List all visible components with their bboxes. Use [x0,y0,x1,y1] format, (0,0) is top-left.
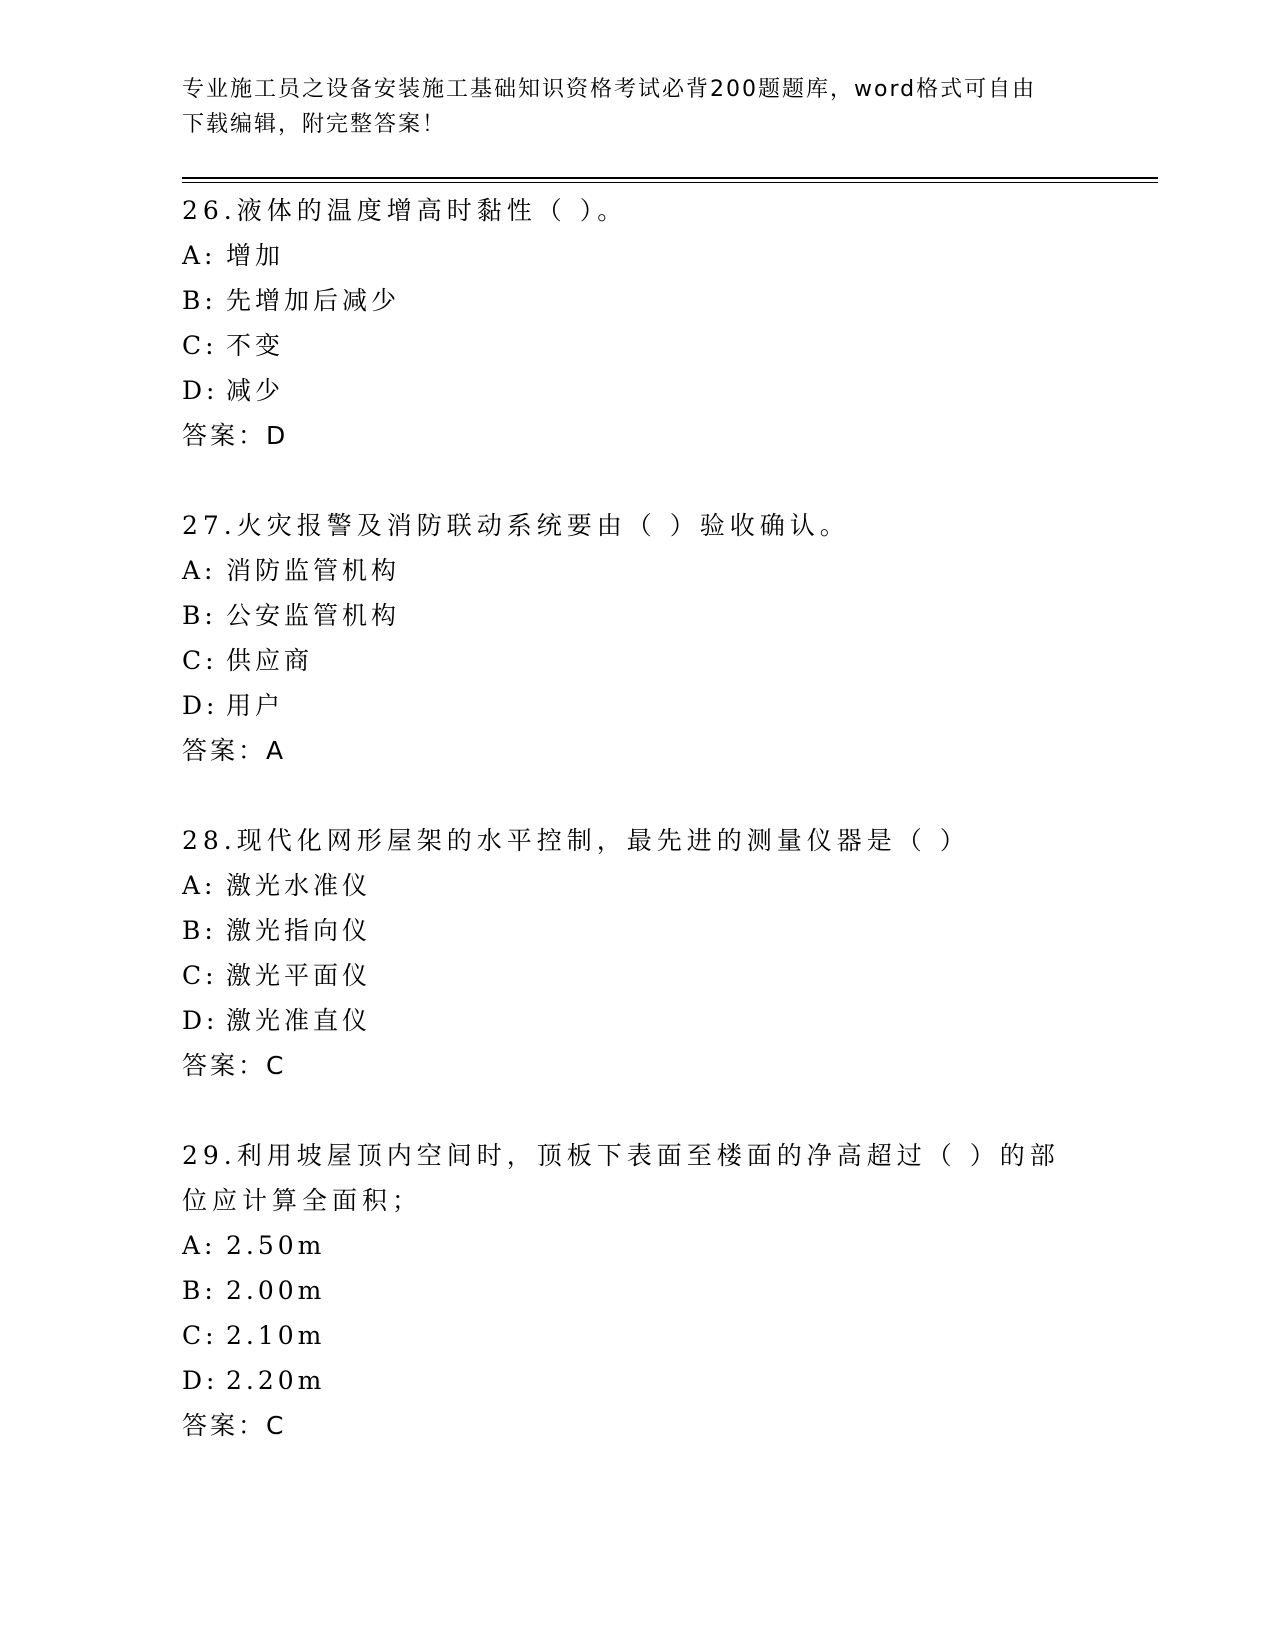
option-a [182,233,1158,278]
option-letter: C: [182,961,218,990]
option-letter: C: [182,646,218,675]
option-letter: B: [182,1276,217,1305]
question-26 [182,188,1158,458]
option-text: 2.50m [226,1231,326,1260]
option-b [182,593,1158,638]
option-letter: D: [182,1366,219,1395]
option-d [182,998,1158,1043]
question-stem: 29.利用坡屋顶内空间时，顶板下表面至楼面的净高超过（ ）的部位应计算全面积； [182,1141,1060,1215]
option-letter: A: [182,241,217,270]
answer-line: 答案：C [182,1051,287,1080]
option-c [182,1313,1158,1358]
header-divider-thin [182,182,1158,183]
answer-line: 答案：C [182,1411,287,1440]
option-text: 减少 [226,376,285,405]
question-list [182,188,1158,1493]
option-text: 供应商 [226,646,314,675]
option-text: 先增加后减少 [226,286,401,315]
option-letter: D: [182,1006,219,1035]
option-text: 2.20m [226,1366,326,1395]
question-stem: 28.现代化网形屋架的水平控制，最先进的测量仪器是（ ） [182,826,970,855]
option-text: 用户 [226,691,285,720]
question-28 [182,818,1158,1088]
question-27 [182,503,1158,773]
option-c [182,638,1158,683]
header-line-2: 下载编辑，附完整答案！ [182,112,447,137]
option-letter: A: [182,871,217,900]
question-stem: 26.液体的温度增高时黏性（ ）。 [182,196,628,225]
option-letter: C: [182,331,218,360]
option-a [182,1223,1158,1268]
document-header [182,72,1082,142]
option-letter: A: [182,1231,217,1260]
option-letter: B: [182,286,217,315]
option-d [182,368,1158,413]
option-text: 公安监管机构 [226,601,401,630]
answer-line: 答案：A [182,736,287,765]
option-b [182,908,1158,953]
header-line-1: 专业施工员之设备安装施工基础知识资格考试必背200题题库，word格式可自由 [182,77,1037,102]
option-text: 增加 [226,241,285,270]
option-text: 2.10m [226,1321,326,1350]
answer-line: 答案：D [182,421,289,450]
option-c [182,953,1158,998]
question-stem: 27.火灾报警及消防联动系统要由（ ）验收确认。 [182,511,850,540]
header-divider-thick [182,177,1158,179]
option-text: 激光平面仪 [226,961,372,990]
option-text: 2.00m [226,1276,326,1305]
option-letter: B: [182,601,217,630]
option-letter: C: [182,1321,218,1350]
option-c [182,323,1158,368]
option-text: 激光指向仪 [226,916,372,945]
option-a [182,863,1158,908]
option-letter: A: [182,556,217,585]
option-text: 激光准直仪 [226,1006,372,1035]
option-b [182,1268,1158,1313]
option-text: 激光水准仪 [226,871,372,900]
option-letter: D: [182,376,219,405]
option-d [182,1358,1158,1403]
option-d [182,683,1158,728]
option-letter: B: [182,916,217,945]
option-a [182,548,1158,593]
option-text: 消防监管机构 [226,556,401,585]
option-letter: D: [182,691,219,720]
question-29 [182,1133,1158,1448]
option-text: 不变 [226,331,285,360]
option-b [182,278,1158,323]
